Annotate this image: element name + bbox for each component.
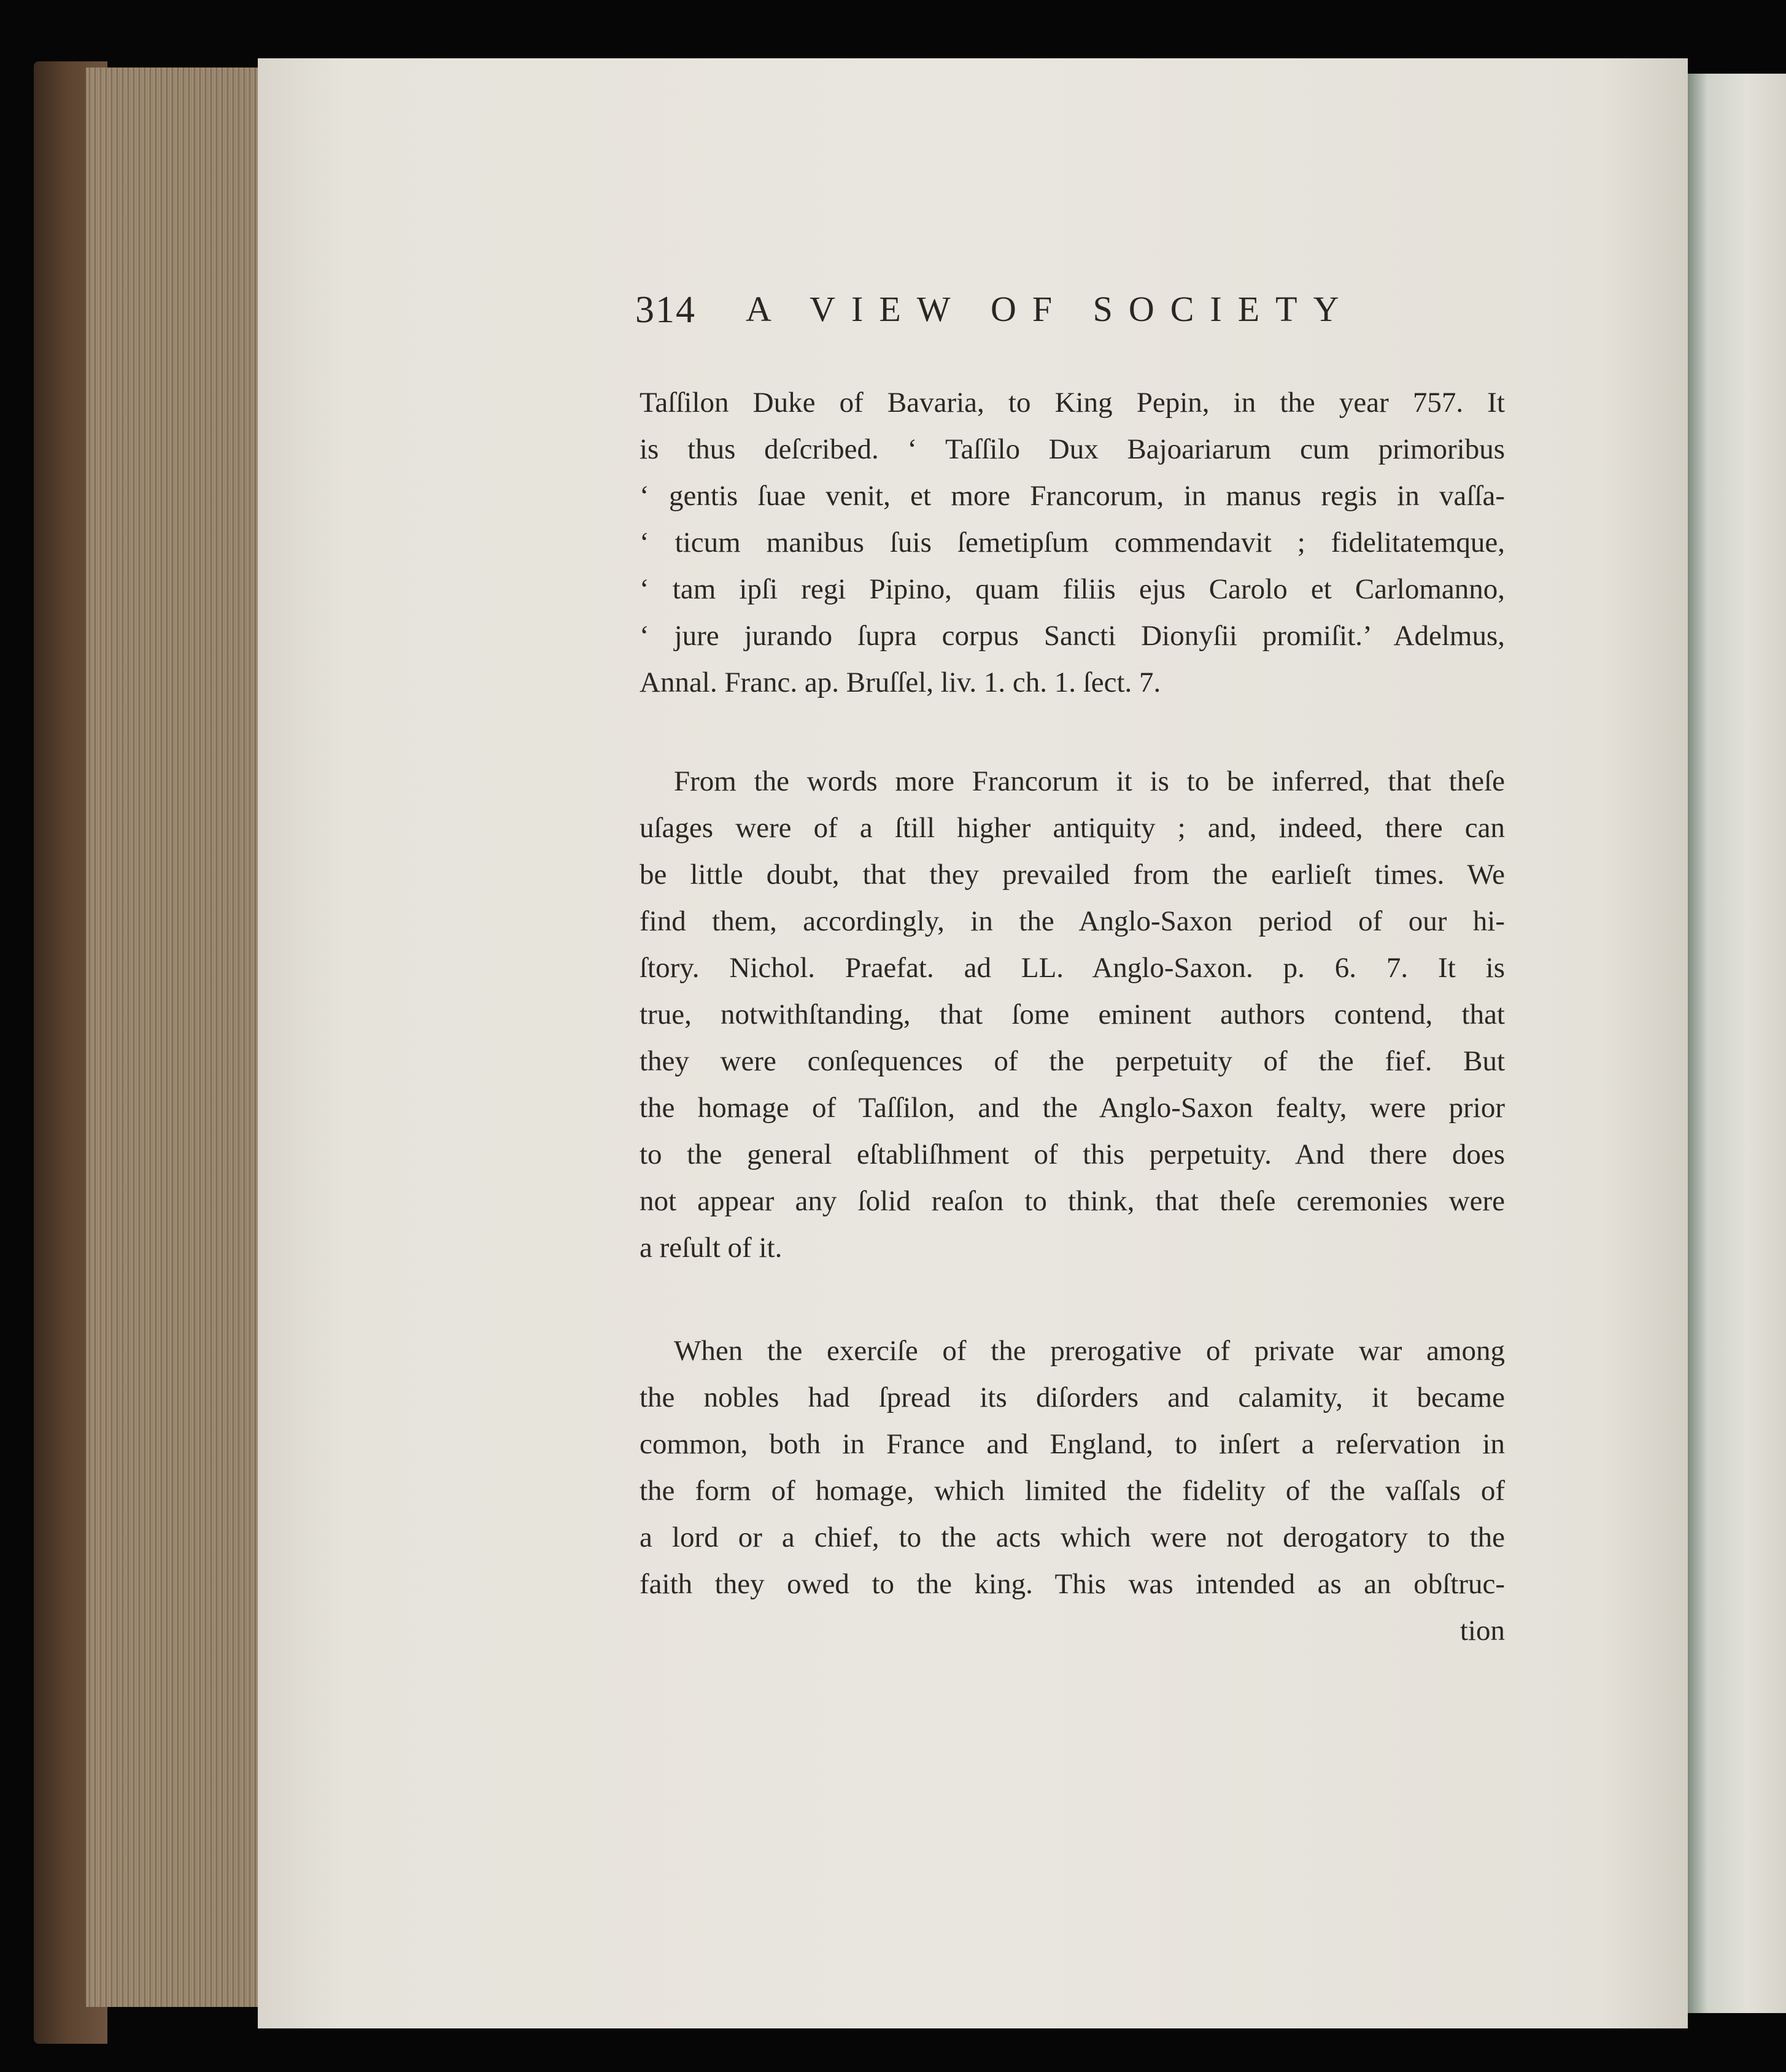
text-line: is thus deſcribed. ‘ Taſſilo Dux Bajoariarum cum primoribus bbox=[640, 433, 1505, 465]
text-line: common, both in France and England, to inſert a reſervation in bbox=[640, 1428, 1505, 1460]
page-header bbox=[635, 288, 1507, 338]
text-line: ‘ ticum manibus ſuis ſemetipſum commendavit ; fidelitatemque, bbox=[640, 527, 1505, 559]
page-number: 314 bbox=[635, 289, 696, 331]
catchword: tion bbox=[1459, 1615, 1505, 1647]
text-line: the form of homage, which limited the fidelity of the vaſſals of bbox=[640, 1475, 1505, 1507]
text-line: When the exerciſe of the prerogative of private war among bbox=[674, 1335, 1505, 1367]
paragraph-1 bbox=[640, 379, 1505, 706]
text-line: ‘ gentis ſuae venit, et more Francorum, in manus regis in vaſſa- bbox=[640, 480, 1505, 512]
paragraph-3 bbox=[640, 1328, 1505, 1654]
text-line: find them, accordingly, in the Anglo-Saxon period of our hi- bbox=[640, 905, 1505, 937]
text-line: Annal. Franc. ap. Bruſſel, liv. 1. ch. 1. ſect. 7. bbox=[640, 667, 1161, 698]
text-line: ‘ jure jurando ſupra corpus Sancti Dionyſii promiſit.’ Adelmus, bbox=[640, 620, 1505, 652]
text-line: a reſult of it. bbox=[640, 1232, 783, 1264]
text-line: ‘ tam ipſi regi Pipino, quam filiis ejus Carolo et Carlomanno, bbox=[640, 573, 1505, 605]
text-line: the nobles had ſpread its diſorders and calamity, it became bbox=[640, 1382, 1505, 1413]
text-line: a lord or a chief, to the acts which were not derogatory to the bbox=[640, 1521, 1505, 1553]
text-line: to the general eſtabliſhment of this perpetuity. And there does bbox=[640, 1138, 1505, 1170]
text-line: Taſſilon Duke of Bavaria, to King Pepin, in the year 757. It bbox=[640, 387, 1505, 419]
text-line: they were conſequences of the perpetuity of the fief. But bbox=[640, 1045, 1505, 1077]
text-line: true, notwithſtanding, that ſome eminent authors contend, that bbox=[640, 999, 1505, 1030]
paragraph-2 bbox=[640, 758, 1505, 1271]
text-line: be little doubt, that they prevailed from the earlieſt times. We bbox=[640, 859, 1505, 891]
text-line: the homage of Taſſilon, and the Anglo-Saxon fealty, were prior bbox=[640, 1092, 1505, 1124]
running-title: A VIEW OF SOCIETY bbox=[746, 289, 1355, 329]
page-edges-left bbox=[86, 68, 264, 2007]
text-line: ſtory. Nichol. Praefat. ad LL. Anglo-Saxon. p. 6. 7. It is bbox=[640, 952, 1505, 984]
text-line: From the words more Francorum it is to be inferred, that theſe bbox=[674, 765, 1505, 797]
text-line: not appear any ſolid reaſon to think, that theſe ceremonies were bbox=[640, 1185, 1505, 1217]
text-line: uſages were of a ſtill higher antiquity ; and, indeed, there can bbox=[640, 812, 1505, 844]
text-line: faith they owed to the king. This was intended as an obſtruc- bbox=[640, 1568, 1505, 1600]
facing-page-edge bbox=[1688, 74, 1786, 2013]
